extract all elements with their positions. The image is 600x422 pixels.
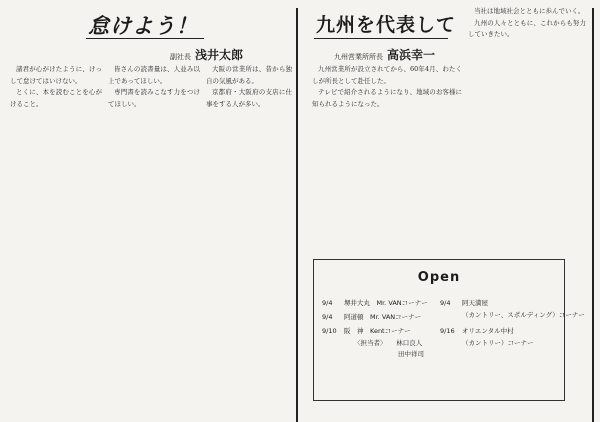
- right-article-title: 九州を代表して: [316, 14, 457, 36]
- open-entry: [440, 326, 514, 335]
- paragraph: 当社は地域社会とともに歩んでいく。: [474, 7, 585, 15]
- left-byline: [170, 44, 243, 63]
- open-entry: [440, 338, 534, 347]
- left-title-underline: [86, 38, 204, 39]
- left-article-title: 怠けよう！: [88, 14, 198, 38]
- right-byline-role: 九州営業所所長: [334, 53, 383, 61]
- paragraph: 京都府・大阪府の支店に仕事をする人が多い。: [206, 88, 292, 108]
- open-entry-text: 堺井大丸 Mr. VANコーナー: [344, 299, 428, 307]
- center-divider: [296, 8, 298, 422]
- open-entry: [322, 298, 428, 307]
- paragraph: 大阪の営業所は、昔から独自の気風がある。: [206, 65, 292, 85]
- open-entry-date: 9/16: [440, 327, 455, 335]
- open-entry-text: 阿天満屋: [462, 299, 488, 307]
- left-article-column-1: [10, 64, 102, 414]
- open-entry-date: 9/10: [322, 327, 337, 335]
- open-entry: [440, 310, 585, 319]
- open-entry: [440, 298, 488, 307]
- left-article-column-3: [206, 64, 292, 414]
- open-entry-text: （カントリー）コーナー: [462, 339, 534, 347]
- left-byline-role: 副社長: [170, 53, 191, 61]
- paragraph: テレビで紹介されるようになり、地域のお客様に知られるようになった。: [312, 88, 462, 108]
- open-entry-staff: 田中祥司: [398, 350, 424, 358]
- right-article-column-1: [312, 64, 462, 254]
- open-box-title: Open: [417, 270, 461, 285]
- open-entry-date: 9/4: [440, 299, 451, 307]
- open-entry-text: オリエンタル中村: [462, 327, 514, 335]
- open-entry-text: 阿道頓 Mr. VANコーナー: [344, 313, 422, 321]
- open-entry: [322, 312, 421, 321]
- left-article-column-2: [108, 64, 200, 414]
- open-entry-date: 9/4: [322, 299, 333, 307]
- paragraph: 皆さんの読書量は、人並み以上であってほしい。: [108, 65, 200, 85]
- paragraph: 専門書を読みこなす力をつけてほしい。: [108, 88, 200, 108]
- open-entry-text: （カントリー、スポルディング）コーナー: [462, 311, 585, 319]
- right-article-column-2: [468, 6, 586, 254]
- right-byline-name: 高浜幸一: [387, 48, 436, 62]
- open-entry: [322, 326, 411, 335]
- right-edge-divider: [592, 8, 594, 422]
- open-entry-text: 阪 神 Kentコーナー: [344, 327, 411, 335]
- paragraph: とくに、本を読むことを心がけること。: [10, 88, 102, 108]
- store-opening-box: [313, 259, 585, 401]
- open-entry-staff: 〈担当者〉 林口良人: [354, 339, 423, 347]
- right-byline: [334, 44, 435, 63]
- paragraph: 諸君が心がけたように、けっして怠けてはいけない。: [10, 65, 102, 85]
- paragraph: 九州の人々とともに、これからも努力していきたい。: [468, 18, 586, 39]
- right-title-underline: [314, 38, 448, 39]
- left-byline-name: 浅井太郎: [195, 48, 244, 62]
- paragraph: 九州営業所が設立されてから、60年4月、わたくしが所長として赴任した。: [312, 65, 462, 85]
- open-entry-date: 9/4: [322, 313, 333, 321]
